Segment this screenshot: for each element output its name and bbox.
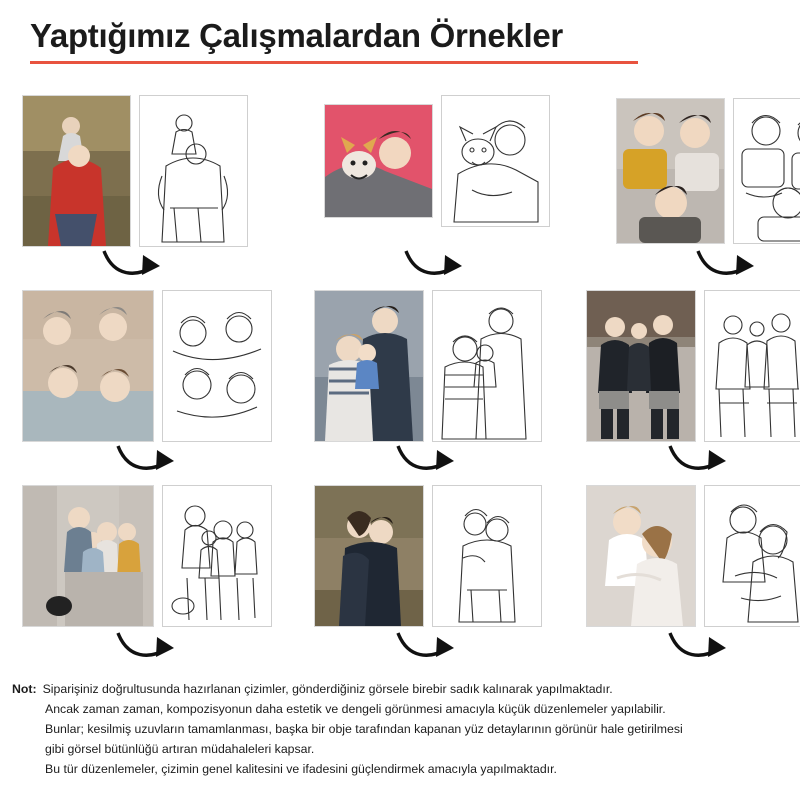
- note-text-5: Bu tür düzenlemeler, çizimin genel kalitesini ve ifadesini güçlendirmek amacıyla yapılmaktadır.: [45, 761, 557, 776]
- transform-arrow: [114, 442, 180, 476]
- transform-arrow: [666, 629, 732, 663]
- line-art-sketch: [139, 95, 248, 247]
- source-photo: [586, 485, 696, 627]
- note-text-2: Ancak zaman zaman, kompozisyonun daha estetik ve dengeli görünmesi amacıyla küçük düzenlemeler yapılabilir.: [45, 701, 666, 716]
- source-photo: [324, 104, 433, 218]
- gallery-item: [586, 290, 800, 442]
- source-photo: [314, 290, 424, 442]
- line-art-sketch: [162, 290, 272, 442]
- transform-arrow: [666, 442, 732, 476]
- gallery-item: [314, 290, 542, 442]
- gallery-row: [0, 95, 800, 290]
- title-underline: [30, 61, 638, 64]
- line-art-sketch: [704, 485, 800, 627]
- gallery-row: [0, 290, 800, 485]
- transform-arrow: [394, 629, 460, 663]
- gallery-item: [314, 485, 542, 627]
- line-art-sketch: [432, 485, 542, 627]
- gallery-item: [22, 95, 248, 247]
- gallery-item: [324, 95, 550, 227]
- gallery-item: [22, 485, 272, 627]
- note-line: [12, 680, 792, 700]
- line-art-sketch: [704, 290, 800, 442]
- gallery-item: [616, 95, 800, 244]
- source-photo: [586, 290, 696, 442]
- source-photo: [22, 485, 154, 627]
- footer-note: [12, 680, 792, 780]
- source-photo: [22, 95, 131, 247]
- line-art-sketch: [441, 95, 550, 227]
- line-art-sketch: [733, 98, 800, 244]
- gallery-item: [22, 290, 272, 442]
- gallery-item: [586, 485, 800, 627]
- source-photo: [22, 290, 154, 442]
- line-art-sketch: [432, 290, 542, 442]
- transform-arrow: [402, 247, 468, 281]
- transform-arrow: [694, 247, 760, 281]
- page-header: [0, 0, 800, 64]
- transform-arrow: [394, 442, 460, 476]
- note-text-3: Bunlar; kesilmiş uzuvların tamamlanması, başka bir obje tarafından kapanan yüz detaylarının görünür hale getirilmesi: [45, 721, 683, 736]
- transform-arrow: [114, 629, 180, 663]
- examples-grid: [0, 95, 800, 680]
- note-text-1: Siparişiniz doğrultusunda hazırlanan çizimler, gönderdiğiniz görsele birebir sadık kalınarak yapılmaktadır.: [42, 682, 613, 696]
- line-art-sketch: [162, 485, 272, 627]
- note-text-4: gibi görsel bütünlüğü artıran müdahaleleri kapsar.: [45, 741, 315, 756]
- gallery-row: [0, 485, 800, 680]
- transform-arrow: [100, 247, 166, 281]
- source-photo: [616, 98, 725, 244]
- source-photo: [314, 485, 424, 627]
- page-title: Yaptığımız Çalışmalardan Örnekler: [30, 17, 563, 54]
- note-label: Not:: [12, 682, 37, 696]
